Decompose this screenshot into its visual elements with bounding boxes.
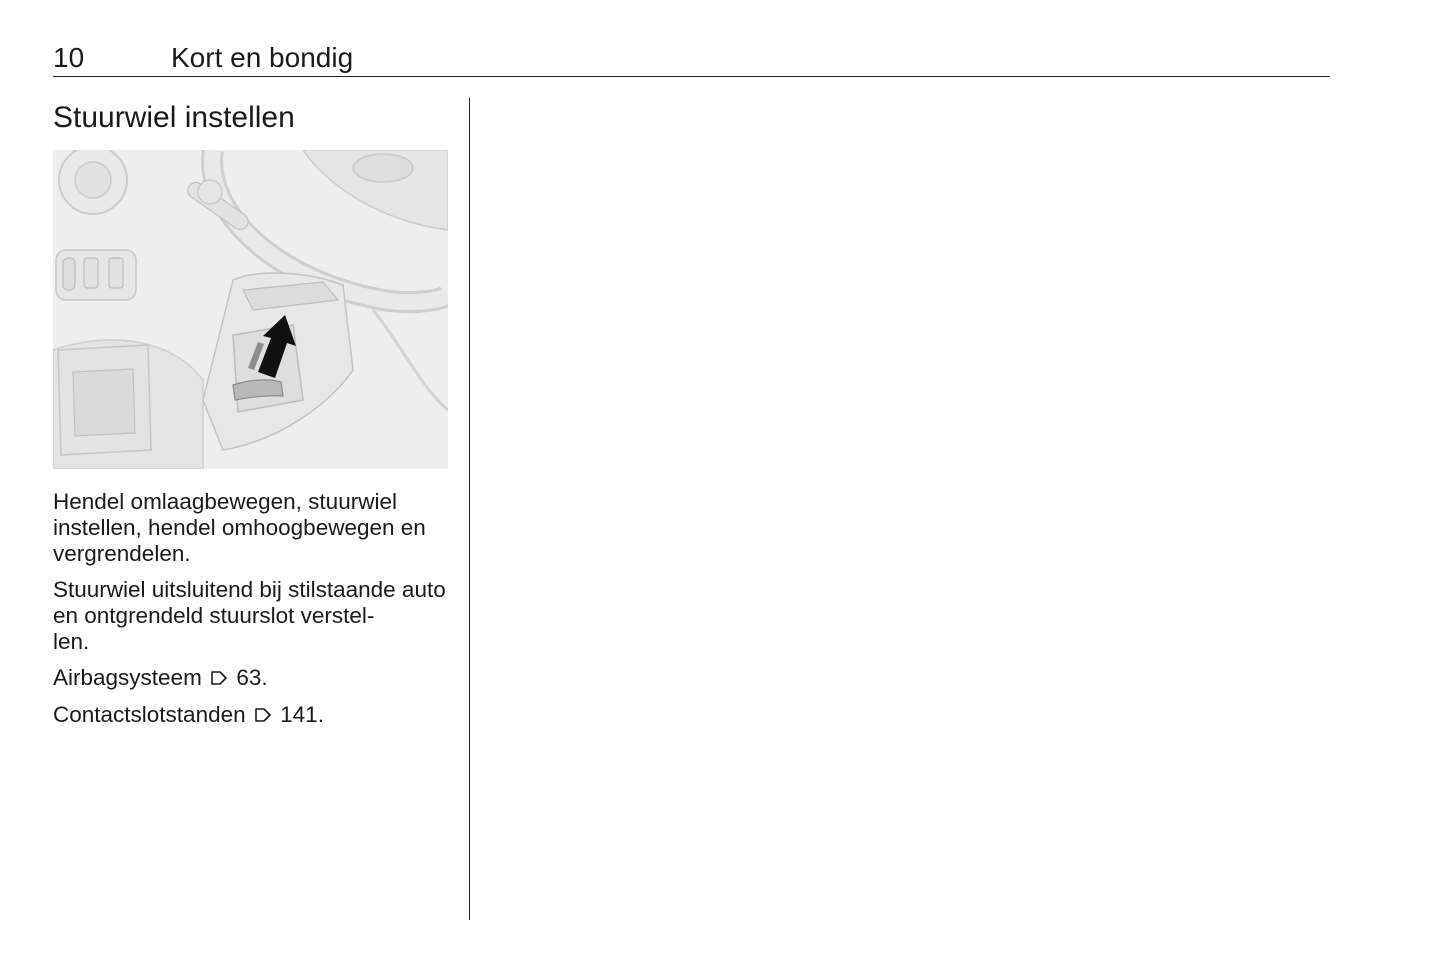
arrow-reference-icon [254,704,272,722]
ignition-reference [53,702,453,728]
ignition-reference-page[interactable]: 141. [280,702,324,727]
airbag-reference-page[interactable]: 63. [236,665,268,690]
arrow-reference-icon [210,667,228,685]
steering-wheel-lever-illustration [53,150,448,469]
instruction-paragraph: Hendel omlaagbewegen, stuurwiel instellen, hendel omhoogbewegen en vergrendelen. [53,489,426,566]
page-number: 10 [53,42,85,73]
airbag-reference [53,665,453,691]
warning-paragraph [53,577,453,655]
airbag-reference-text: Airbagsysteem [53,665,202,690]
warning-paragraph-text: Stuurwiel uitsluitend bij stilstaande auto en ontgrendeld stuurslot verstel- len. [53,577,446,654]
chapter-title: Kort en bondig [171,42,354,73]
section-title: Stuurwiel instellen [53,101,295,134]
column-divider [469,98,470,920]
ignition-reference-text: Contactslotstanden [53,702,246,727]
page-header [53,40,1330,77]
